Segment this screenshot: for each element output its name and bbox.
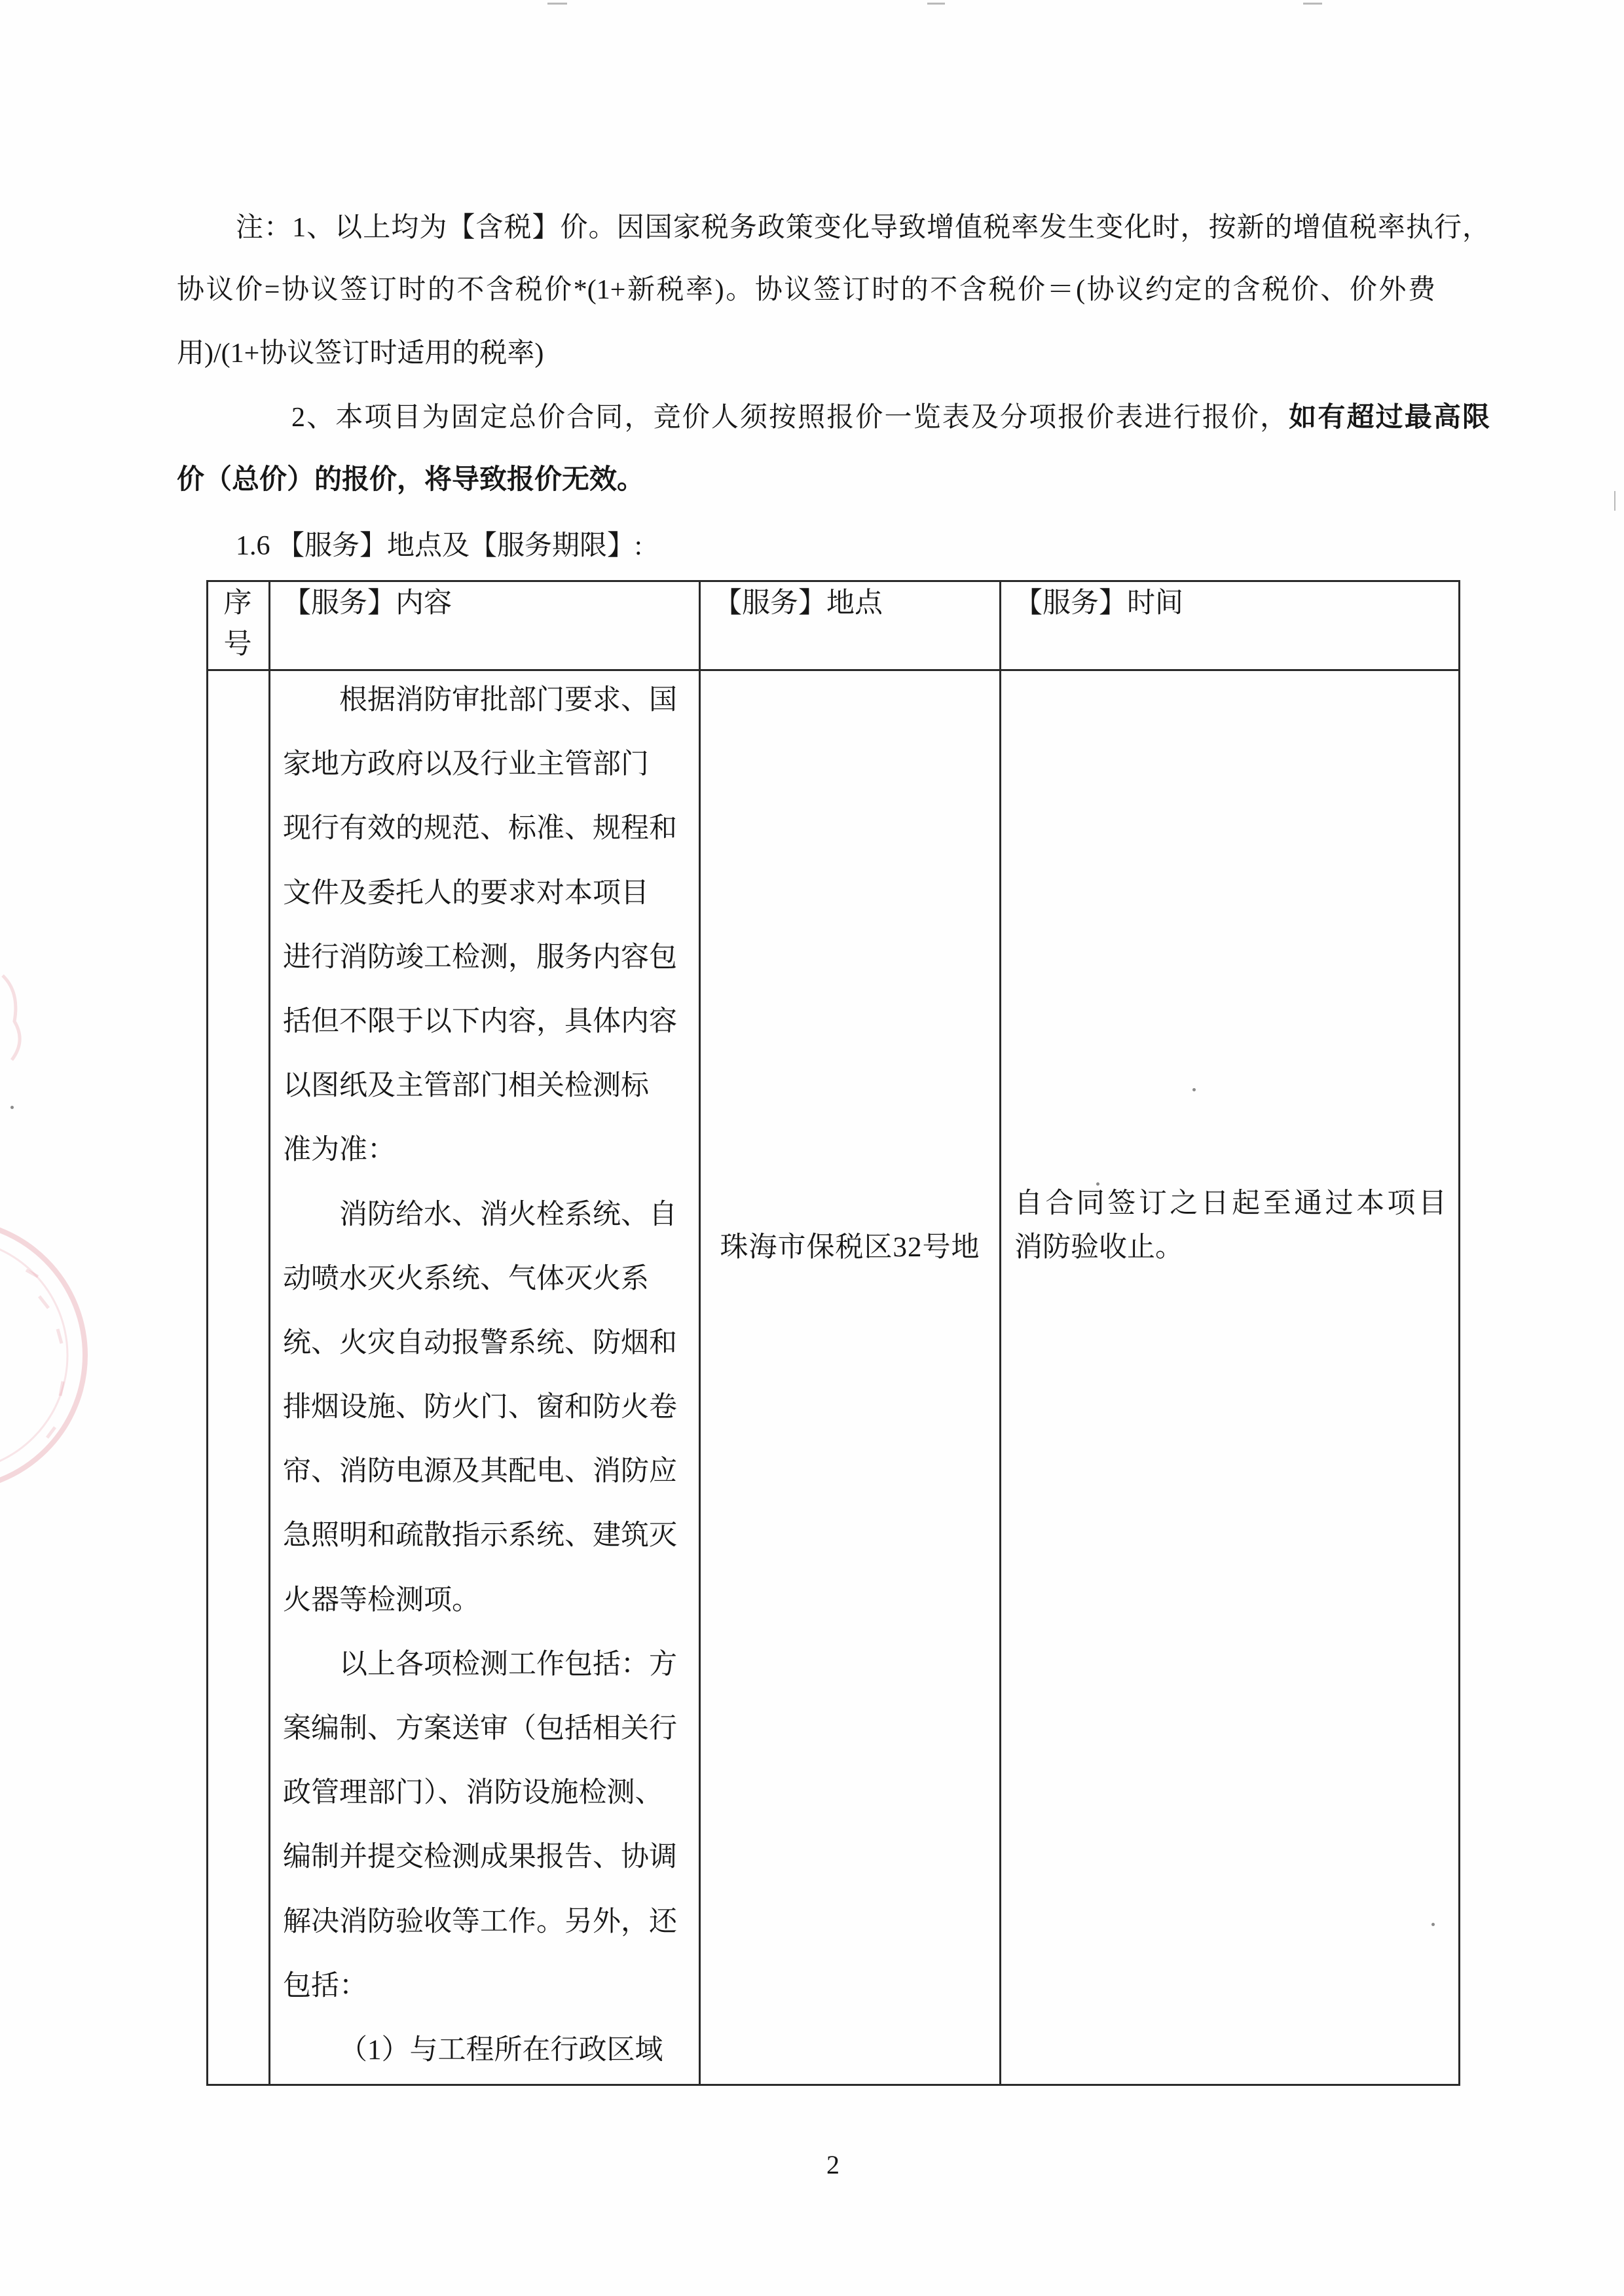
header-seq: 序号	[223, 588, 252, 660]
scan-edge-mark	[1614, 491, 1615, 511]
column-divider	[699, 580, 701, 2086]
section-heading: 1.6 【服务】地点及【服务期限】:	[236, 531, 642, 561]
column-divider	[999, 580, 1001, 2086]
table-border-left	[206, 580, 208, 2086]
content-line: 帘、消防电源及其配电、消防应	[283, 1456, 677, 1487]
header-time: 【服务】时间	[1014, 588, 1183, 619]
content-paragraph	[283, 668, 695, 1183]
content-line: 准为准：	[283, 1135, 396, 1166]
content-line: 急照明和疏散指示系统、建筑灭	[283, 1520, 677, 1552]
content-line: 文件及委托人的要求对本项目	[283, 877, 649, 909]
service-content-cell	[283, 668, 695, 2083]
column-divider	[268, 580, 270, 2086]
content-line: 解决消防验收等工作。另外，还	[283, 1906, 677, 1937]
service-location: 珠海市保税区32号地	[720, 1232, 980, 1263]
scan-binding-mark	[1303, 3, 1322, 5]
content-line: 统、火灾自动报警系统、防烟和	[283, 1327, 677, 1358]
content-line: 动喷水灭火系统、气体灭火系	[283, 1263, 649, 1294]
note-line	[291, 398, 1490, 437]
note-line: 注：1、以上均为【含税】价。因国家税务政策变化导致增值税率发生变化时，按新的增值税率执行，	[236, 213, 1490, 243]
emphasis-text: 如有超过最高限	[1289, 403, 1490, 433]
content-line: 案编制、方案送审（包括相关行	[283, 1713, 677, 1744]
scan-binding-mark	[927, 3, 945, 5]
table-border-right	[1458, 580, 1460, 2086]
emphasis-text: 价（总价）的报价，将导致报价无效。	[177, 465, 645, 495]
scan-binding-mark	[547, 3, 567, 5]
content-paragraph	[283, 1183, 695, 1633]
note-line: 用)/(1+协议签订时适用的税率)	[177, 338, 544, 369]
content-line: 包括：	[283, 1970, 367, 2001]
note-text: 2、本项目为固定总价合同，竞价人须按照报价一览表及分项报价表进行报价，	[291, 403, 1289, 433]
time-line: 自合同签订之日起至通过本项目	[1014, 1188, 1447, 1219]
content-paragraph	[283, 2018, 695, 2083]
note-line: 协议价=协议签订时的不含税价*(1+新税率)。协议签订时的不含税价＝(协议约定的含税价、价外费	[177, 275, 1435, 305]
content-line: 现行有效的规范、标准、规程和	[283, 813, 677, 845]
seal-fragment	[0, 930, 111, 1506]
service-table	[206, 580, 1460, 2086]
content-line: 火器等检测项。	[283, 1584, 480, 1616]
header-content: 【服务】内容	[283, 588, 452, 619]
table-border-bottom	[206, 2084, 1460, 2086]
content-line: 排烟设施、防火门、窗和防火卷	[283, 1392, 677, 1423]
content-line: 消防给水、消火栓系统、自	[339, 1199, 677, 1230]
content-line: （1）与工程所在行政区域	[339, 2034, 663, 2066]
content-line: 括但不限于以下内容，具体内容	[283, 1006, 677, 1037]
content-line: 家地方政府以及行业主管部门	[283, 749, 649, 780]
content-line: 政管理部门）、消防设施检测、	[283, 1777, 663, 1809]
time-line: 消防验收止。	[1014, 1232, 1183, 1263]
page-number: 2	[826, 2150, 840, 2179]
content-line: 以图纸及主管部门相关检测标	[283, 1070, 649, 1102]
service-time	[1014, 1182, 1447, 1269]
content-line: 编制并提交检测成果报告、协调	[283, 1842, 677, 1873]
header-location: 【服务】地点	[714, 588, 883, 619]
table-border-top	[206, 580, 1460, 582]
content-line: 根据消防审批部门要求、国	[339, 685, 677, 716]
content-line: 以上各项检测工作包括：方	[339, 1649, 677, 1680]
content-paragraph	[283, 1633, 695, 2018]
content-line: 进行消防竣工检测，服务内容包	[283, 941, 677, 973]
